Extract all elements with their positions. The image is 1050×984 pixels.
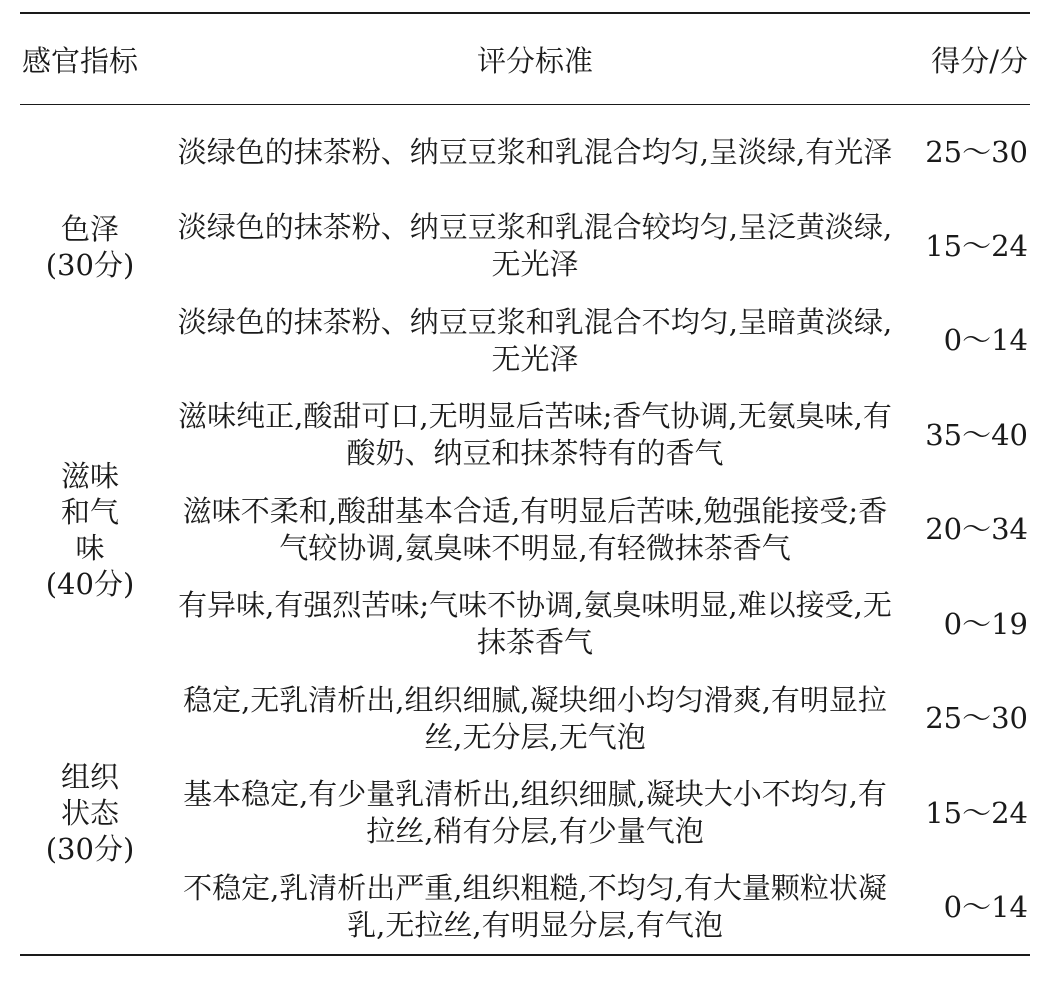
criteria-cell bbox=[160, 388, 910, 483]
criteria-cell bbox=[160, 861, 910, 956]
score-cell: 20～34 bbox=[925, 512, 1028, 547]
indicator-points: (30分) bbox=[45, 831, 135, 866]
criteria-text: 滋味不柔和,酸甜基本合适,有明显后苦味,勉强能接受;香气较协调,氨臭味不明显,有轻微抹茶香气 bbox=[182, 493, 888, 565]
criteria-text: 淡绿色的抹茶粉、纳豆豆浆和乳混合均匀,呈淡绿,有光泽 bbox=[177, 134, 893, 169]
criteria-cell bbox=[160, 199, 910, 294]
criteria-text: 淡绿色的抹茶粉、纳豆豆浆和乳混合不均匀,呈暗黄淡绿,无光泽 bbox=[177, 304, 893, 376]
table-row bbox=[20, 199, 1030, 294]
score-cell: 0～19 bbox=[943, 606, 1028, 641]
indicator-points: (40分) bbox=[45, 566, 135, 601]
criteria-cell bbox=[160, 105, 910, 200]
criteria-text: 不稳定,乳清析出严重,组织粗糙,不均匀,有大量颗粒状凝乳,无拉丝,有明显分层,有气泡 bbox=[183, 871, 887, 943]
score-cell: 25～30 bbox=[925, 701, 1028, 736]
header-criteria: 评分标准 bbox=[476, 43, 593, 78]
indicator-cell-texture bbox=[20, 672, 160, 956]
header-score: 得分/分 bbox=[931, 43, 1028, 78]
table-row bbox=[20, 388, 1030, 483]
score-cell: 0～14 bbox=[943, 889, 1028, 924]
table-row bbox=[20, 861, 1030, 956]
table-row bbox=[20, 483, 1030, 578]
score-cell: 35～40 bbox=[925, 417, 1028, 452]
table-row bbox=[20, 105, 1030, 200]
score-cell: 15～24 bbox=[925, 228, 1028, 263]
table-row bbox=[20, 294, 1030, 389]
score-cell: 25～30 bbox=[925, 134, 1028, 169]
criteria-cell bbox=[160, 672, 910, 767]
header-row bbox=[20, 13, 1030, 105]
indicator-cell-color bbox=[20, 105, 160, 389]
criteria-text: 淡绿色的抹茶粉、纳豆豆浆和乳混合较均匀,呈泛黄淡绿,无光泽 bbox=[177, 210, 893, 282]
criteria-cell bbox=[160, 766, 910, 861]
table-row bbox=[20, 766, 1030, 861]
criteria-text: 稳定,无乳清析出,组织细腻,凝块细小均匀滑爽,有明显拉丝,无分层,无气泡 bbox=[183, 682, 887, 754]
indicator-cell-taste-odor bbox=[20, 388, 160, 672]
criteria-text: 滋味纯正,酸甜可口,无明显后苦味;香气协调,无氨臭味,有酸奶、纳豆和抹茶特有的香气 bbox=[178, 399, 892, 471]
indicator-points: (30分) bbox=[45, 247, 135, 282]
indicator-name: 组织状态 bbox=[60, 759, 119, 830]
table-row bbox=[20, 672, 1030, 767]
header-indicator: 感官指标 bbox=[22, 43, 139, 78]
criteria-text: 有异味,有强烈苦味;气味不协调,氨臭味明显,难以接受,无抹茶香气 bbox=[178, 588, 892, 660]
indicator-name: 滋味和气味 bbox=[60, 458, 119, 565]
table-row bbox=[20, 577, 1030, 672]
indicator-name: 色泽 bbox=[60, 211, 119, 246]
score-cell: 15～24 bbox=[925, 795, 1028, 830]
sensory-evaluation-table bbox=[20, 12, 1030, 956]
criteria-cell bbox=[160, 294, 910, 389]
criteria-text: 基本稳定,有少量乳清析出,组织细腻,凝块大小不均匀,有拉丝,稍有分层,有少量气泡 bbox=[183, 777, 887, 849]
score-cell: 0～14 bbox=[943, 323, 1028, 358]
criteria-cell bbox=[160, 577, 910, 672]
criteria-cell bbox=[160, 483, 910, 578]
